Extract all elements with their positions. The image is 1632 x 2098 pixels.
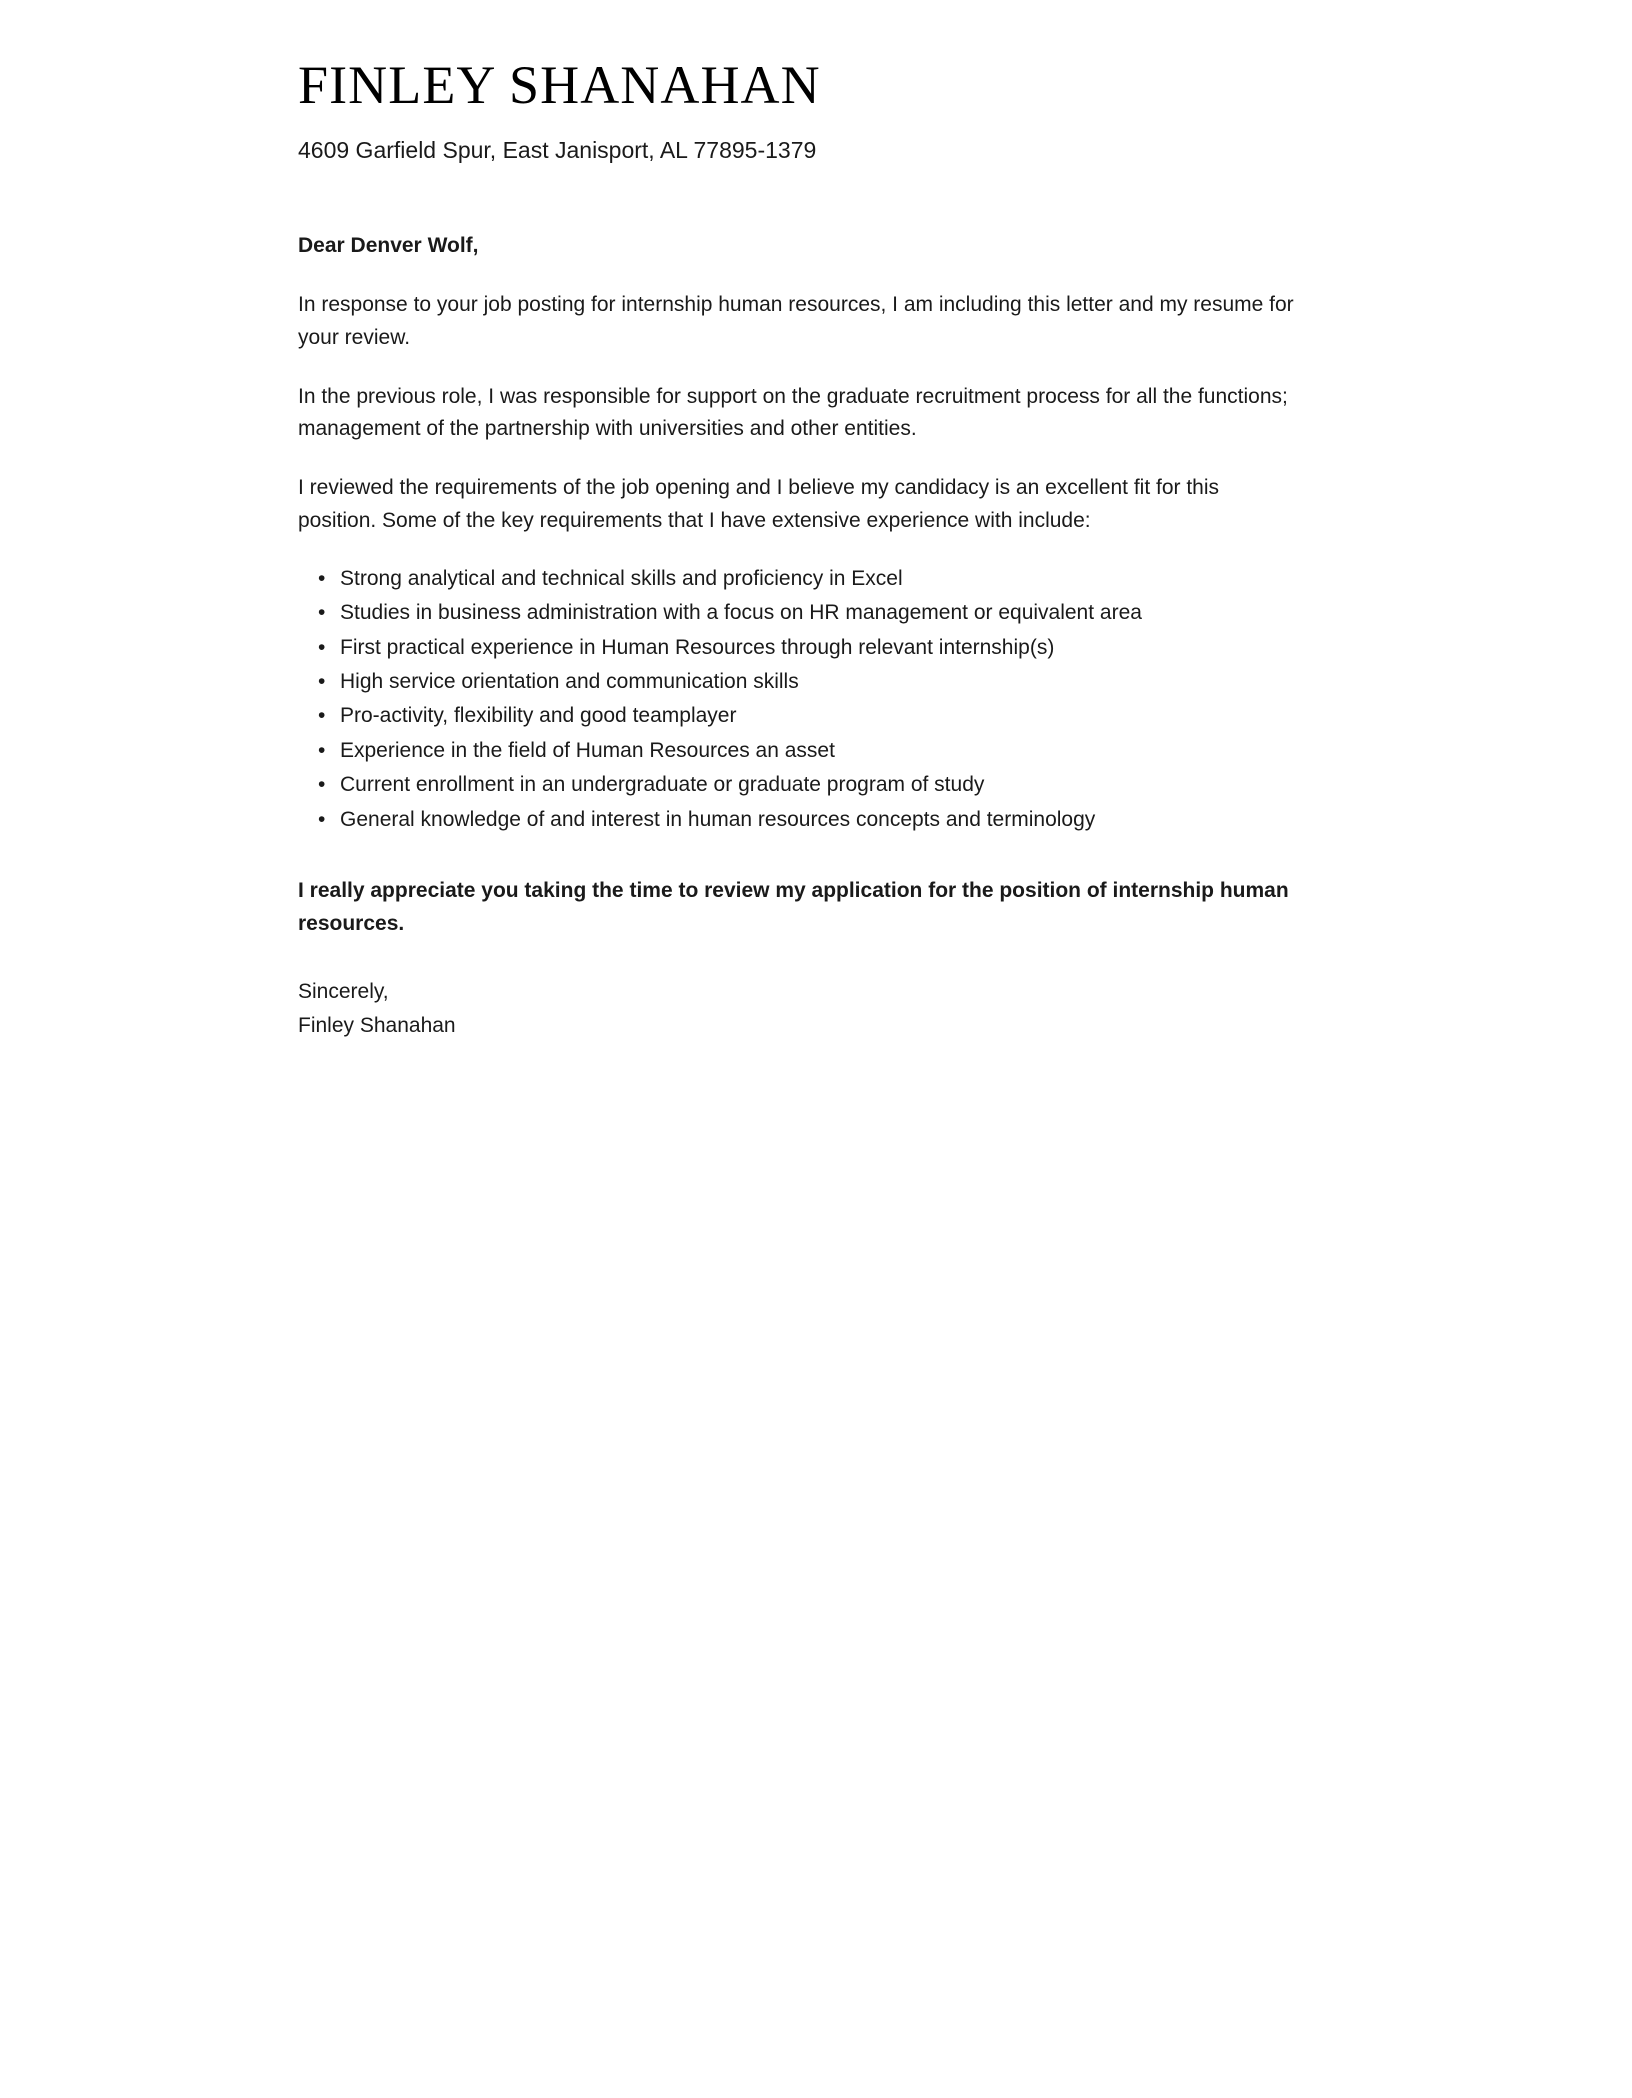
body-paragraph: In the previous role, I was responsible for support on the graduate recruitment process for all the functions; management of the partnership with universities and other entities. [298, 384, 1288, 441]
bullet-icon: • [318, 566, 326, 590]
list-item [298, 598, 1298, 628]
signature-name: Finley Shanahan [298, 1013, 456, 1037]
signature-block [298, 975, 1298, 1043]
list-item-label: First practical experience in Human Resources through relevant internship(s) [340, 635, 1055, 659]
list-item [298, 564, 1298, 594]
list-item [298, 633, 1298, 663]
bullet-icon: • [318, 738, 326, 762]
page-title: FINLEY SHANAHAN [298, 55, 821, 115]
bullet-icon: • [318, 669, 326, 693]
list-item [298, 770, 1298, 800]
letter-body [298, 230, 1298, 1043]
list-item-label: Studies in business administration with a focus on HR management or equivalent area [340, 601, 1142, 625]
list-item [298, 805, 1298, 835]
body-paragraph: I reviewed the requirements of the job opening and I believe my candidacy is an excellent fit for this position. Some of the key requirements that I have extensive experience with include: [298, 476, 1220, 532]
list-item-label: Current enrollment in an undergraduate or graduate program of study [340, 773, 985, 797]
list-item-label: Strong analytical and technical skills and proficiency in Excel [340, 566, 903, 590]
list-item [298, 701, 1298, 731]
letter-content [298, 56, 1298, 1043]
requirements-list [298, 564, 1298, 836]
letter-page [200, 0, 1432, 1586]
list-item-label: General knowledge of and interest in human resources concepts and terminology [340, 807, 1096, 831]
bullet-icon: • [318, 807, 326, 831]
bullet-icon: • [318, 601, 326, 625]
closing-paragraph: I really appreciate you taking the time to review my application for the position of internship human resources. [298, 879, 1289, 935]
list-item [298, 667, 1298, 697]
bullet-icon: • [318, 704, 326, 728]
sign-off: Sincerely, [298, 979, 389, 1003]
body-paragraph: In response to your job posting for internship human resources, I am including this letter and my resume for your review. [298, 293, 1294, 349]
list-item-label: Experience in the field of Human Resources an asset [340, 738, 835, 762]
salutation: Dear Denver Wolf, [298, 233, 479, 257]
bullet-icon: • [318, 773, 326, 797]
sender-address: 4609 Garfield Spur, East Janisport, AL 77895-1379 [298, 137, 817, 164]
list-item [298, 736, 1298, 766]
bullet-icon: • [318, 635, 326, 659]
list-item-label: High service orientation and communication skills [340, 669, 799, 693]
list-item-label: Pro-activity, flexibility and good teamplayer [340, 704, 737, 728]
